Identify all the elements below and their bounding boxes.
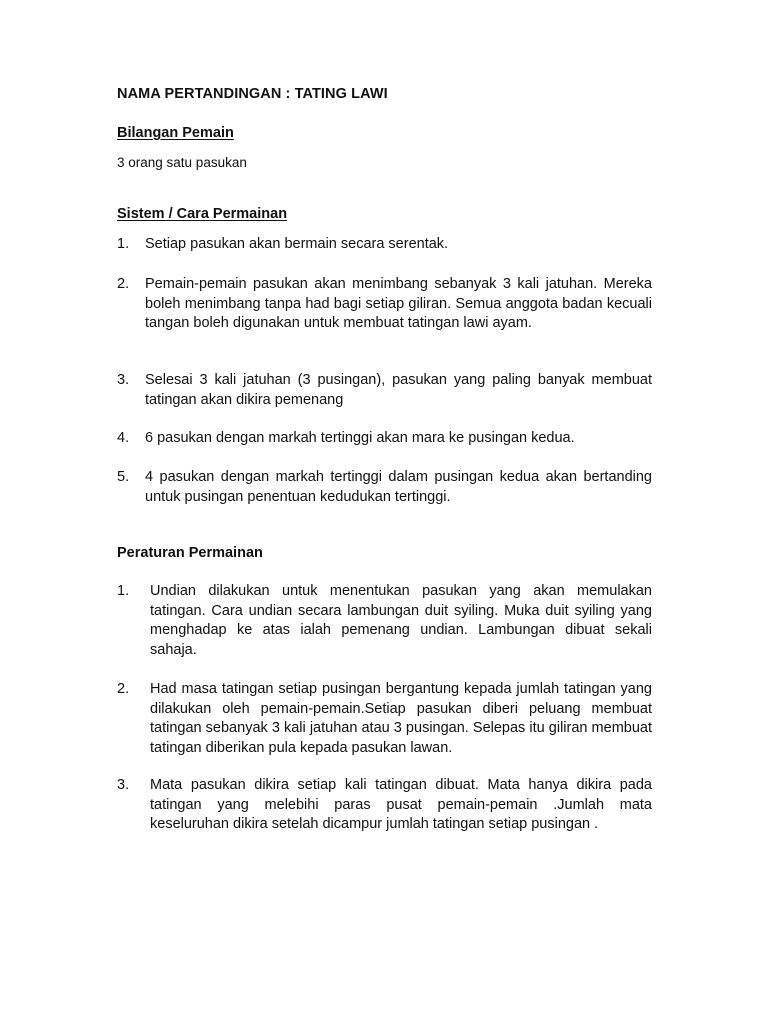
item-text: Selesai 3 kali jatuhan (3 pusingan), pasukan yang paling banyak membuat tatingan akan dikira pemenang	[145, 372, 652, 408]
item-text: Pemain-pemain pasukan akan menimbang sebanyak 3 kali jatuhan. Mereka boleh menimbang tanpa had bagi setiap giliran. Semua anggota badan kecuali tangan boleh digunakan untuk membuat tatingan lawi ayam.	[145, 276, 652, 331]
item-number: 2.	[117, 276, 130, 292]
rules-item-3	[117, 776, 652, 835]
system-item-1	[117, 235, 652, 255]
players-heading: Bilangan Pemain	[117, 125, 234, 141]
item-text: 4 pasukan dengan markah tertinggi dalam pusingan kedua akan bertanding untuk pusingan penentuan kedudukan tertinggi.	[145, 469, 652, 505]
system-item-3	[117, 371, 652, 410]
item-number: 3.	[117, 777, 130, 793]
rules-heading: Peraturan Permainan	[117, 545, 263, 561]
item-text: Setiap pasukan akan bermain secara serentak.	[145, 236, 449, 252]
item-text: Had masa tatingan setiap pusingan bergantung kepada jumlah tatingan yang dilakukan oleh pemain-pemain.Setiap pasukan diberi peluang membuat tatingan sebanyak 3 kali jatuhan atau 3 pusingan. Selepas itu giliran membuat tatingan diberikan pula kepada pasukan lawan.	[150, 681, 652, 756]
item-text: 6 pasukan dengan markah tertinggi akan mara ke pusingan kedua.	[145, 430, 575, 446]
rules-item-2	[117, 680, 652, 758]
item-number: 2.	[117, 681, 130, 697]
document-title: NAMA PERTANDINGAN : TATING LAWI	[117, 86, 388, 102]
system-heading: Sistem / Cara Permainan	[117, 206, 288, 222]
item-text: Mata pasukan dikira setiap kali tatingan dibuat. Mata hanya dikira pada tatingan yang melebihi paras pusat pemain-pemain .Jumlah mata keseluruhan dikira setelah dicampur jumlah tatingan setiap pusingan .	[150, 777, 652, 832]
item-number: 5.	[117, 469, 130, 485]
item-number: 1.	[117, 583, 130, 599]
rules-item-1	[117, 582, 652, 660]
system-item-5	[117, 468, 652, 507]
item-number: 3.	[117, 372, 130, 388]
players-text: 3 orang satu pasukan	[117, 155, 247, 170]
item-number: 4.	[117, 430, 130, 446]
system-item-2	[117, 275, 652, 334]
item-number: 1.	[117, 236, 130, 252]
system-item-4	[117, 429, 652, 449]
item-text: Undian dilakukan untuk menentukan pasukan yang akan memulakan tatingan. Cara undian secara lambungan duit syiling. Muka duit syiling yang menghadap ke atas ialah pemenang undian. Lambungan dibuat sekali sahaja.	[150, 583, 652, 658]
